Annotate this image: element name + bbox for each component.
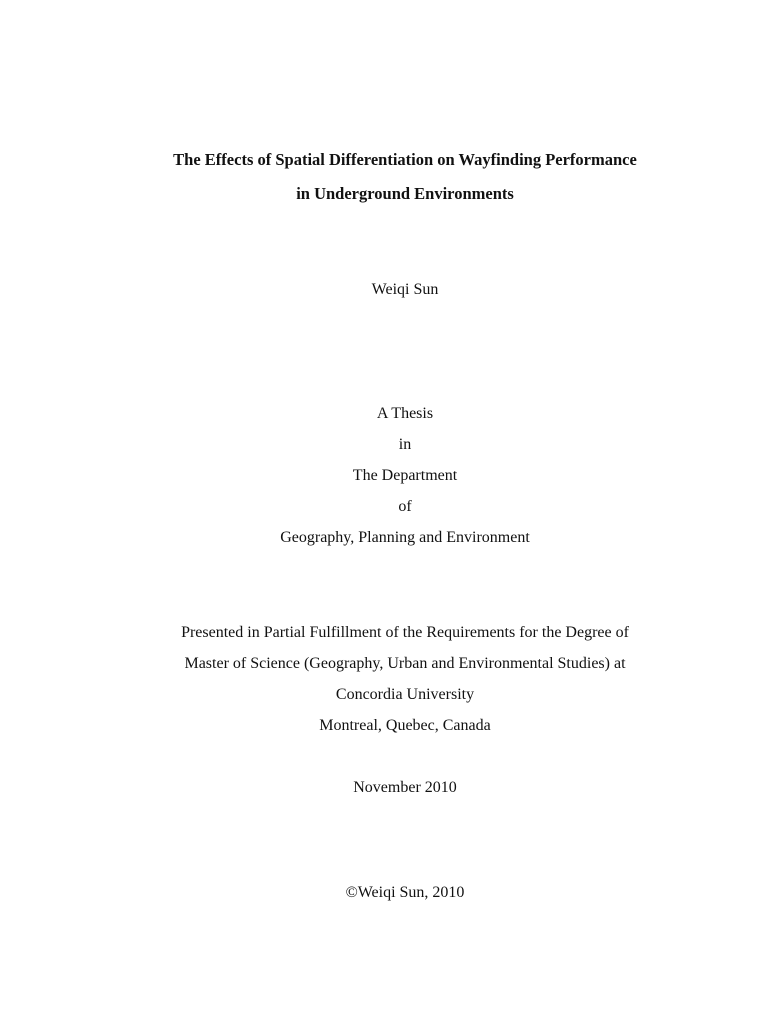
university-name: Concordia University — [335, 686, 475, 703]
thesis-label: A Thesis — [376, 405, 434, 422]
presented-line-2: Master of Science (Geography, Urban and Environmental Studies) at — [184, 655, 626, 672]
author-name: Weiqi Sun — [371, 281, 439, 298]
department-of: of — [398, 498, 412, 515]
department-name: Geography, Planning and Environment — [280, 529, 530, 546]
submission-date: November 2010 — [353, 779, 457, 796]
university-location: Montreal, Quebec, Canada — [319, 717, 491, 734]
title-line-2: in Underground Environments — [296, 184, 514, 203]
copyright-notice: ©Weiqi Sun, 2010 — [345, 884, 465, 901]
thesis-in: in — [398, 436, 412, 453]
title-line-1: The Effects of Spatial Differentiation on Wayfinding Performance — [173, 150, 637, 169]
department-label: The Department — [352, 467, 458, 484]
presented-line-1: Presented in Partial Fulfillment of the Requirements for the Degree of — [181, 624, 629, 641]
